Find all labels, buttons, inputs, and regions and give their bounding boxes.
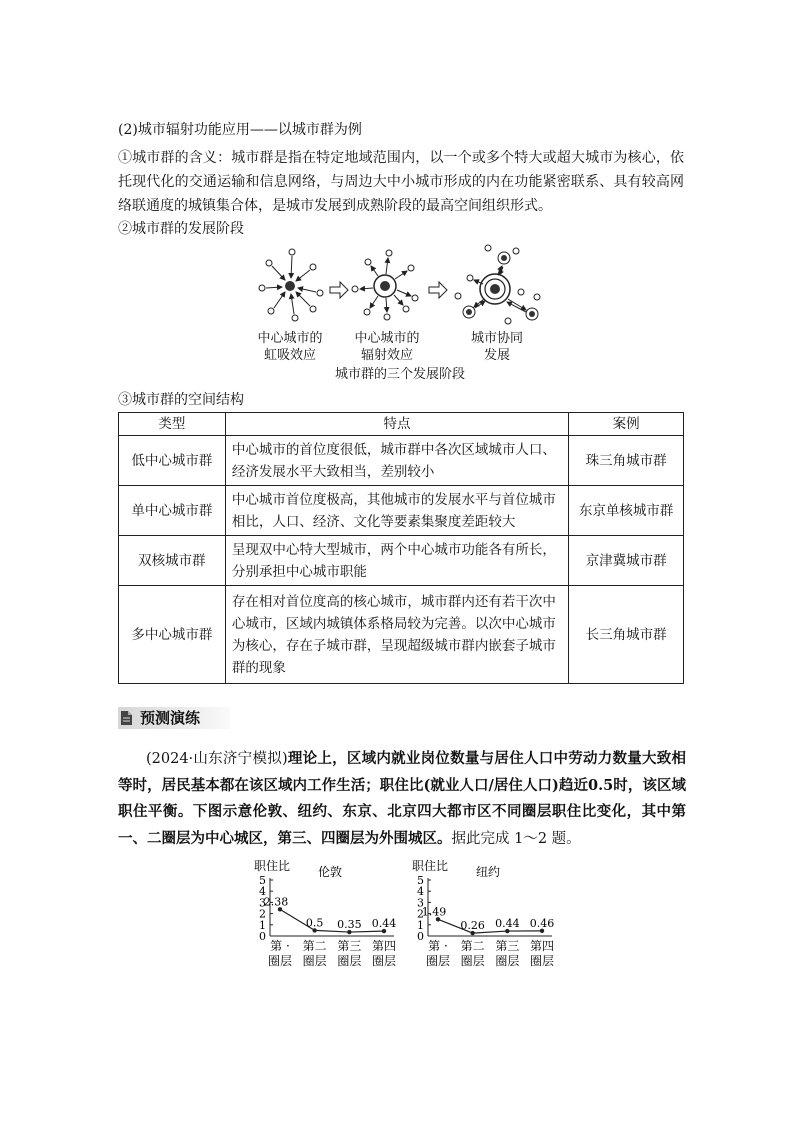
y-tick-label: 4 (259, 885, 266, 899)
row-type: 多中心城市群 (119, 586, 226, 684)
stage1-siphon-diagram (259, 249, 323, 321)
practice-intro (118, 746, 686, 852)
x-tick-label: 第三 (495, 939, 520, 953)
question-stem: 理论上，区域内就业岗位数量与居住人口中劳动力数量大致相等时，居民基本都在该区域内工作生活；职住比(就业人口/居住人口)趋近0.5时，该区域职住平衡。下图示意伦敦、纽约、东京、北京四大都市区不同圈层职住比变化，其中第一、二圈层为中心城区，第三、四圈层为外围城区。 (118, 750, 686, 847)
document-icon (121, 711, 132, 725)
stage2-label: 中心城市的 辐射效应 (354, 331, 420, 363)
table-row (119, 536, 684, 586)
x-tick-label: 圈层 (302, 954, 327, 968)
row-case: 东京单核城市群 (569, 486, 684, 536)
london-chart (254, 858, 414, 968)
question-instruction: 据此完成 1～2 题。 (451, 830, 581, 847)
stage3-coordinated-diagram (455, 245, 540, 324)
row-feature: 中心城市首位度极高，其他城市的发展水平与首位城市相比，人口、经济、文化等要素集聚度差距较大 (225, 486, 568, 536)
row-type: 单中心城市群 (119, 486, 226, 536)
series-line (438, 919, 542, 933)
stage2-radiation-diagram (352, 250, 418, 320)
x-tick-label: 第二 (302, 939, 327, 953)
y-tick-label: 4 (417, 885, 424, 899)
section-heading: (2)城市辐射功能应用——以城市群为例 (118, 122, 362, 138)
x-tick-label: 圈层 (337, 954, 362, 968)
x-tick-label: 第二 (460, 939, 485, 953)
x-tick-label: 第四 (371, 939, 397, 953)
data-label: 1.49 (421, 905, 447, 919)
stage3-label: 城市协同 发展 (470, 331, 523, 363)
row-type: 低中心城市群 (119, 436, 226, 486)
question-source: (2024·山东济宁模拟) (146, 751, 288, 767)
x-tick-label: 圈层 (495, 954, 520, 968)
row-feature: 呈现双中心特大型城市，两个中心城市功能各有所长，分别承担中心城市职能 (225, 536, 568, 586)
stage1-label: 中心城市的 虹吸效应 (257, 331, 323, 363)
header-type: 类型 (119, 413, 226, 436)
x-tick-label: 圈层 (371, 954, 397, 968)
row-type: 双核城市群 (119, 536, 226, 586)
stage-arrow-1 (330, 282, 348, 298)
data-label: 0.44 (495, 917, 520, 931)
x-tick-label: 第三 (337, 939, 362, 953)
x-tick-label: 圈层 (460, 954, 485, 968)
spatial-structure-table (118, 412, 684, 684)
chart-title: 伦敦 (318, 865, 343, 879)
figure-caption: 城市群的三个发展阶段 (334, 367, 465, 382)
table-row (119, 436, 684, 486)
table-header-row (119, 413, 684, 436)
y-tick-label: 0 (259, 930, 266, 943)
header-feature: 特点 (225, 413, 568, 436)
y-axis-label: 职住比 (412, 859, 449, 873)
y-tick-label: 3 (259, 896, 266, 910)
data-label: 0.35 (337, 918, 362, 932)
city-cluster-definition: ①城市群的含义：城市群是指在特定地域范围内，以一个或多个特大或超大城市为核心，依托现代化的交通运输和信息网络，与周边大中小城市形成的内在功能紧密联系、具有较高网络联通度的城镇集合体，是城市发展到成熟阶段的最高空间组织形式。 (118, 150, 684, 214)
stage-arrow-2 (429, 282, 447, 298)
data-label: 0.26 (460, 919, 485, 933)
row-case: 京津冀城市群 (569, 536, 684, 586)
data-label: 0.46 (529, 916, 555, 930)
newyork-chart (412, 858, 572, 968)
y-axis-label: 职住比 (254, 859, 291, 873)
y-tick-label: 1 (259, 918, 266, 932)
y-tick-label: 2 (259, 907, 266, 921)
y-tick-label: 3 (417, 896, 424, 910)
x-tick-label: 圈层 (425, 954, 451, 968)
header-case: 案例 (569, 413, 684, 436)
row-case: 珠三角城市群 (569, 436, 684, 486)
x-tick-label: 第四 (529, 939, 555, 953)
y-tick-label: 5 (259, 874, 266, 887)
data-label: 0.44 (371, 917, 397, 931)
practice-section-header (118, 707, 230, 729)
y-tick-label: 5 (417, 874, 424, 887)
row-feature: 中心城市的首位度很低，城市群中各次区域城市人口、经济发展水平大致相当，差别较小 (225, 436, 568, 486)
row-case: 长三角城市群 (569, 586, 684, 684)
y-tick-label: 0 (417, 930, 424, 943)
table-row (119, 586, 684, 684)
table-row (119, 486, 684, 536)
spatial-structure-heading: ③城市群的空间结构 (118, 392, 244, 408)
row-feature: 存在相对首位度高的核心城市，城市群内还有若干次中心城市，区域内城镇体系格局较为完善。以次中心城市为核心，存在子城市群，呈现超级城市群内嵌套子城市群的现象 (225, 586, 568, 684)
data-label: 0.5 (305, 916, 324, 930)
practice-title: 预测演练 (140, 709, 201, 727)
y-tick-label: 2 (417, 907, 424, 921)
x-tick-label: 第 · (428, 939, 448, 953)
x-tick-label: 圈层 (267, 954, 293, 968)
x-tick-label: 第 · (270, 939, 290, 953)
chart-title: 纽约 (476, 865, 501, 879)
series-line (280, 909, 384, 932)
x-tick-label: 圈层 (529, 954, 555, 968)
y-tick-label: 1 (417, 918, 424, 932)
data-label: 2.38 (263, 895, 289, 909)
development-stages-heading: ②城市群的发展阶段 (118, 221, 244, 237)
